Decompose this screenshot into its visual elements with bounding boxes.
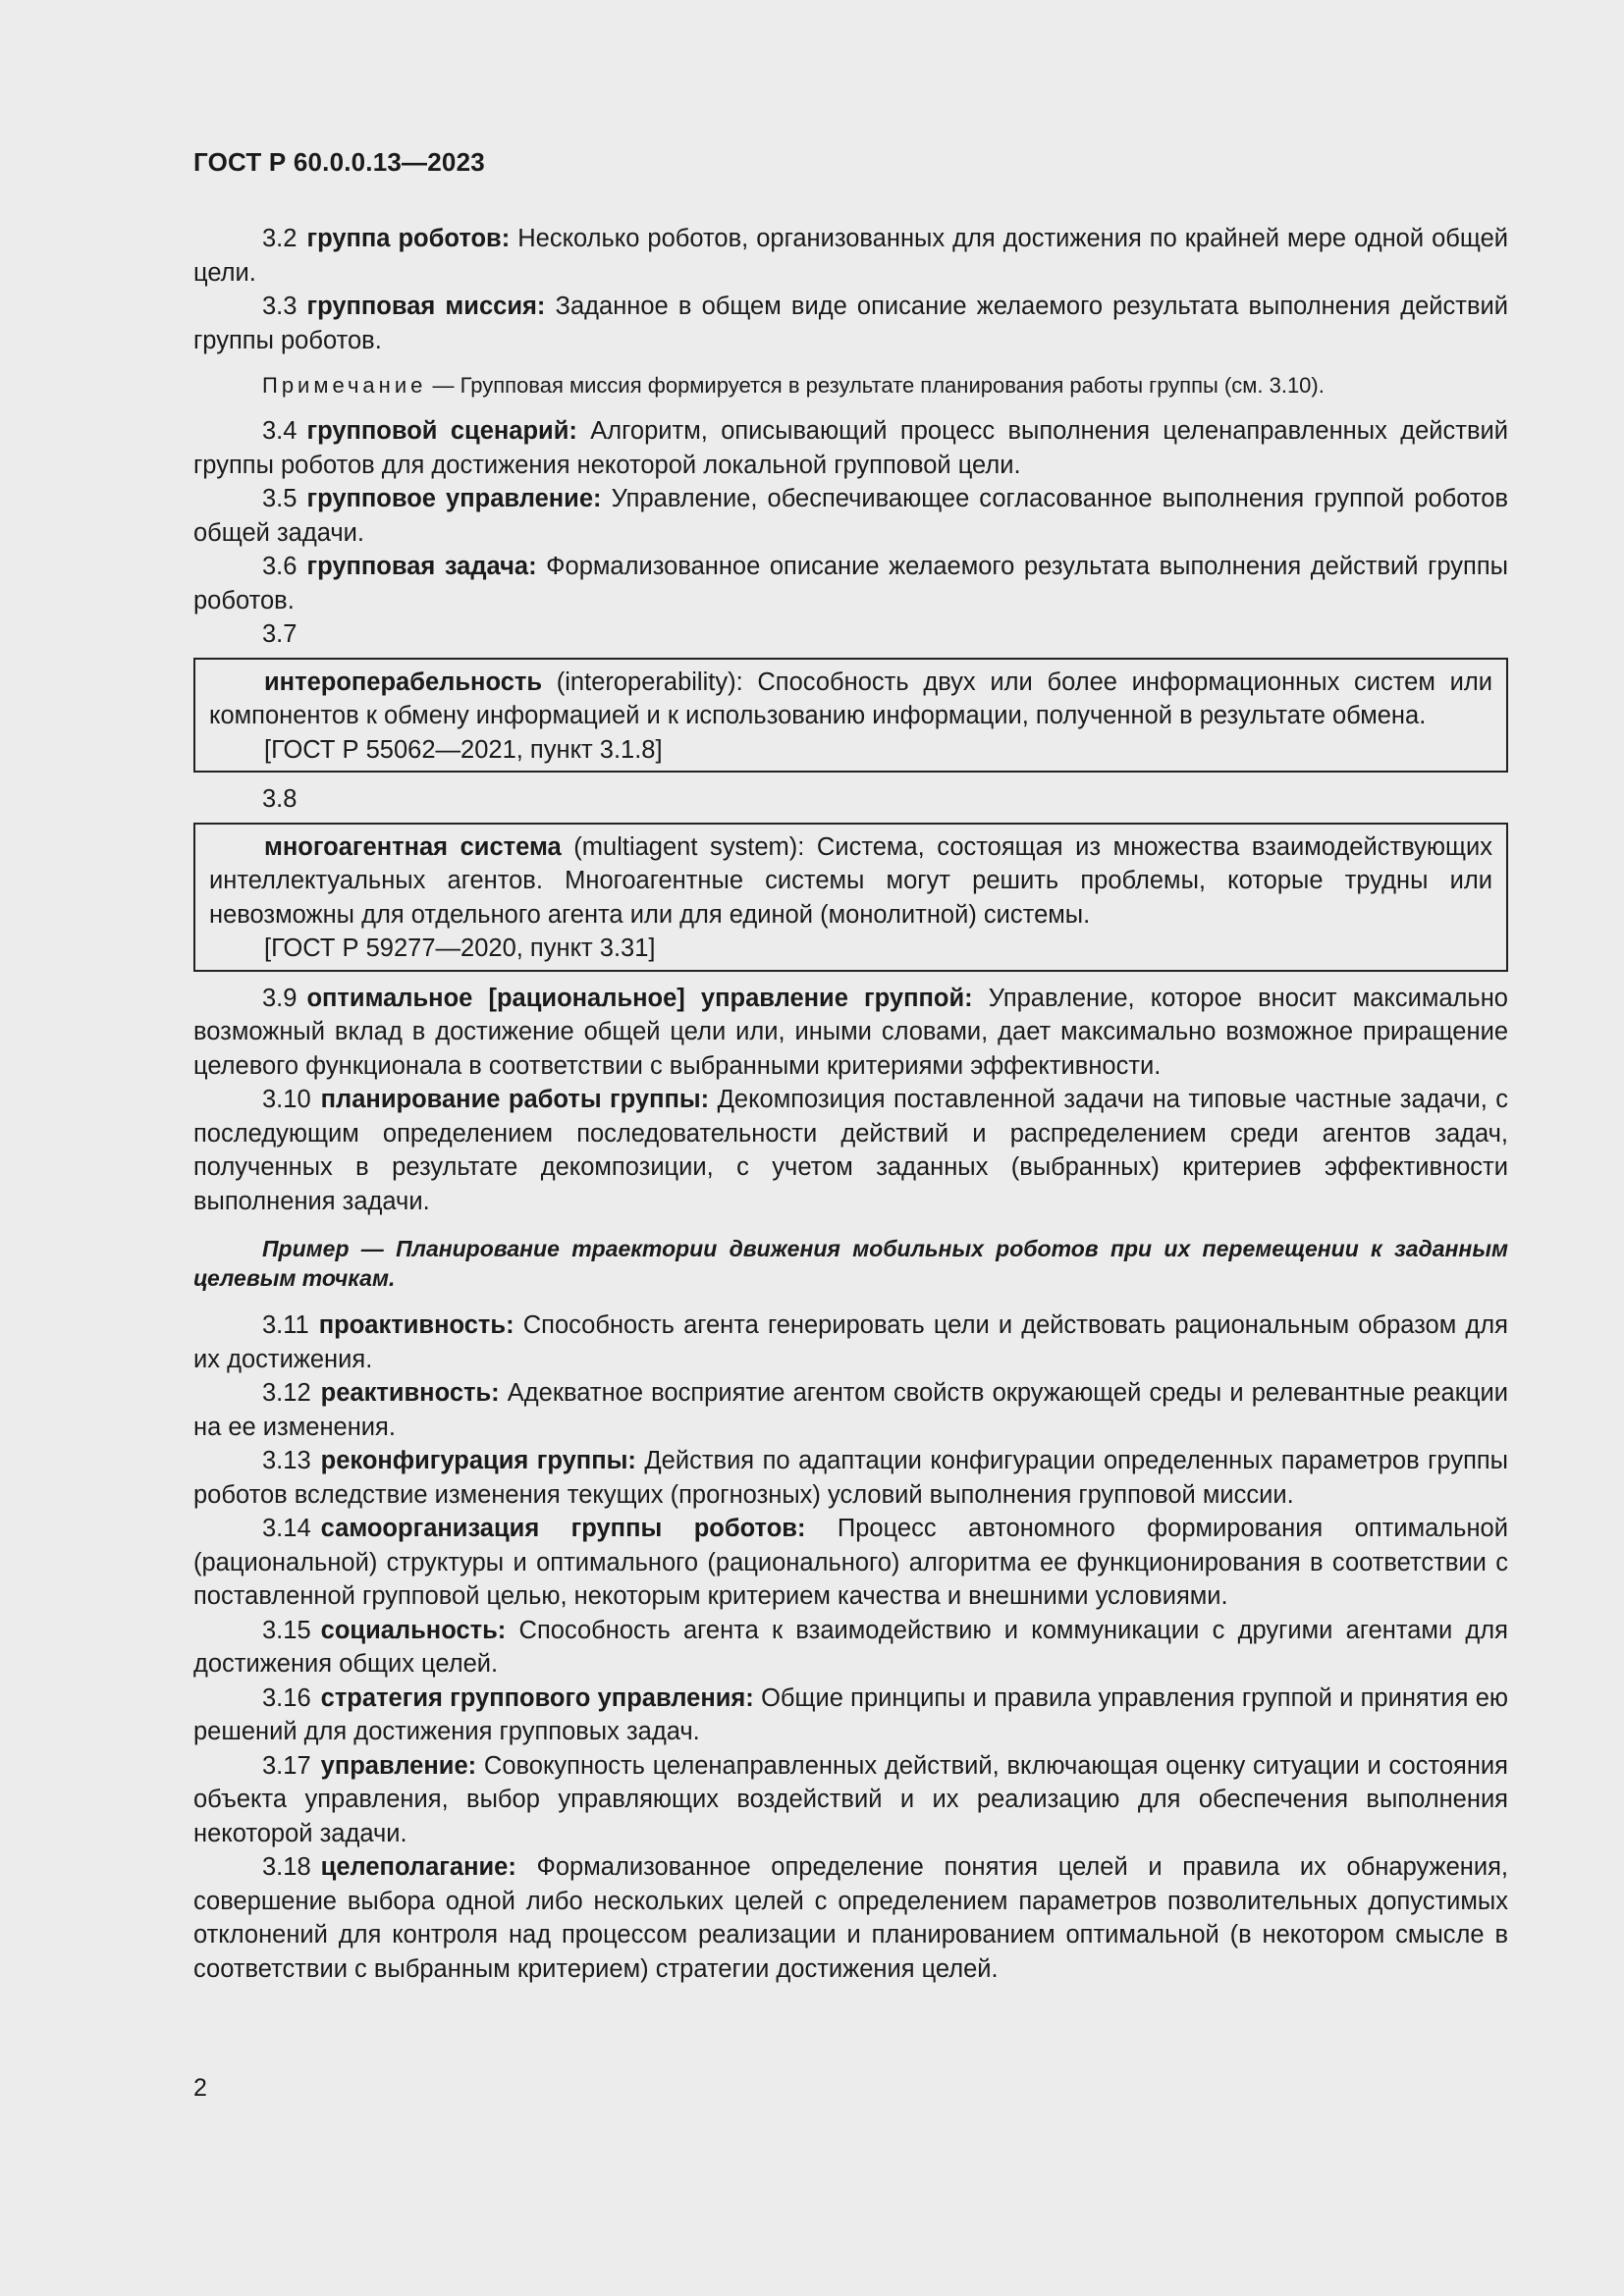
term-3-8-number: 3.8 [262,785,298,813]
term-3-7-source: [ГОСТ Р 55062—2021, пункт 3.1.8] [264,735,663,764]
term-3-8-definition: многоагентная система (multiagent system): Система, состоящая из множества взаимодействующих интеллектуальных агентов. Многоагентные системы могут решить проблемы, которые трудны или невозможны для отдельного агента или для единой (монолитной) системы. [209,832,1492,929]
page-number: 2 [193,2074,207,2102]
term-3-8-source: [ГОСТ Р 59277—2020, пункт 3.31] [264,934,656,962]
term-3-6: 3.6 групповая задача: Формализованное описание желаемого результата выполнения действий группы роботов. [193,553,1508,614]
term-3-10: 3.10 планирование работы группы: Декомпозиция поставленной задачи на типовые частные задачи, с последующим определением последовательности действий и распределением среди агентов задач, полученных в результате декомпозиции, с учетом заданных (выбранных) критериев эффективности выполнения задачи. [193,1086,1508,1215]
term-3-7-box [193,658,1508,774]
term-3-17: 3.17 управление: Совокупность целенаправленных действий, включающая оценку ситуации и состояния объекта управления, выбор управляющих воздействий и их реализацию для обеспечения выполнения некоторой задачи. [193,1751,1508,1847]
term-3-2: 3.2 группа роботов: Несколько роботов, организованных для достижения по крайней мере одной общей цели. [193,225,1509,287]
term-3-15: 3.15 социальность: Способность агента к взаимодействию и коммуникации с другими агентами для достижения общих целей. [193,1616,1508,1678]
document-header: ГОСТ Р 60.0.0.13—2023 [193,147,485,177]
term-3-13: 3.13 реконфигурация группы: Действия по адаптации конфигурации определенных параметров группы роботов вследствие изменения текущих (прогнозных) условий выполнения групповой миссии. [193,1447,1509,1509]
term-3-11: 3.11 проактивность: Способность агента генерировать цели и действовать рациональным образом для их достижения. [193,1311,1508,1373]
term-3-5: 3.5 групповое управление: Управление, обеспечивающее согласованное выполнения группой роботов общей задачи. [193,485,1508,547]
term-3-12: 3.12 реактивность: Адекватное восприятие агентом свойств окружающей среды и релевантные реакции на ее изменения. [193,1379,1508,1441]
term-3-14: 3.14 самоорганизация группы роботов: Процесс автономного формирования оптимальной (рациональной) структуры и оптимального (рационального) алгоритма ее функционирования в соответствии с поставленной групповой целью, некоторым критерием качества и внешними условиями. [193,1515,1508,1610]
term-3-3: 3.3 групповая миссия: Заданное в общем виде описание желаемого результата выполнения действий группы роботов. [193,293,1508,354]
term-3-7-number: 3.7 [262,620,298,648]
note-3-3: Примечание — Групповая миссия формируется в результате планирования работы группы (см. 3.10). [262,373,1325,398]
term-3-8-box [193,823,1508,972]
term-3-18: 3.18 целеполагание: Формализованное определение понятия целей и правила их обнаружения, совершение выбора одной либо нескольких целей с определением параметров позволительных допустимых отклонений для контроля над процессом реализации и планированием оптимальной (в некотором смысле в соответствии с выбранным критерием) стратегии достижения целей. [193,1853,1508,1983]
example-3-10: Пример — Планирование траектории движения мобильных роботов при их перемещении к заданным целевым точкам. [193,1236,1508,1291]
term-3-4: 3.4 групповой сценарий: Алгоритм, описывающий процесс выполнения целенаправленных действий группы роботов для достижения некоторой локальной групповой цели. [193,417,1508,479]
term-3-7-definition: интероперабельность (interoperability): Способность двух или более информационных систем или компонентов к обмену информацией и к использованию информации, полученной в результате обмена. [209,667,1492,729]
term-3-16: 3.16 стратегия группового управления: Общие принципы и правила управления группой и принятия ею решений для достижения групповых задач. [193,1683,1509,1745]
document-body [193,222,1508,1986]
term-3-9: 3.9 оптимальное [рациональное] управление группой: Управление, которое вносит максимально возможный вклад в достижение общей цели или, иными словами, дает максимально возможное приращение целевого функционала в соответствии с выбранными критериями эффективности. [193,984,1508,1080]
